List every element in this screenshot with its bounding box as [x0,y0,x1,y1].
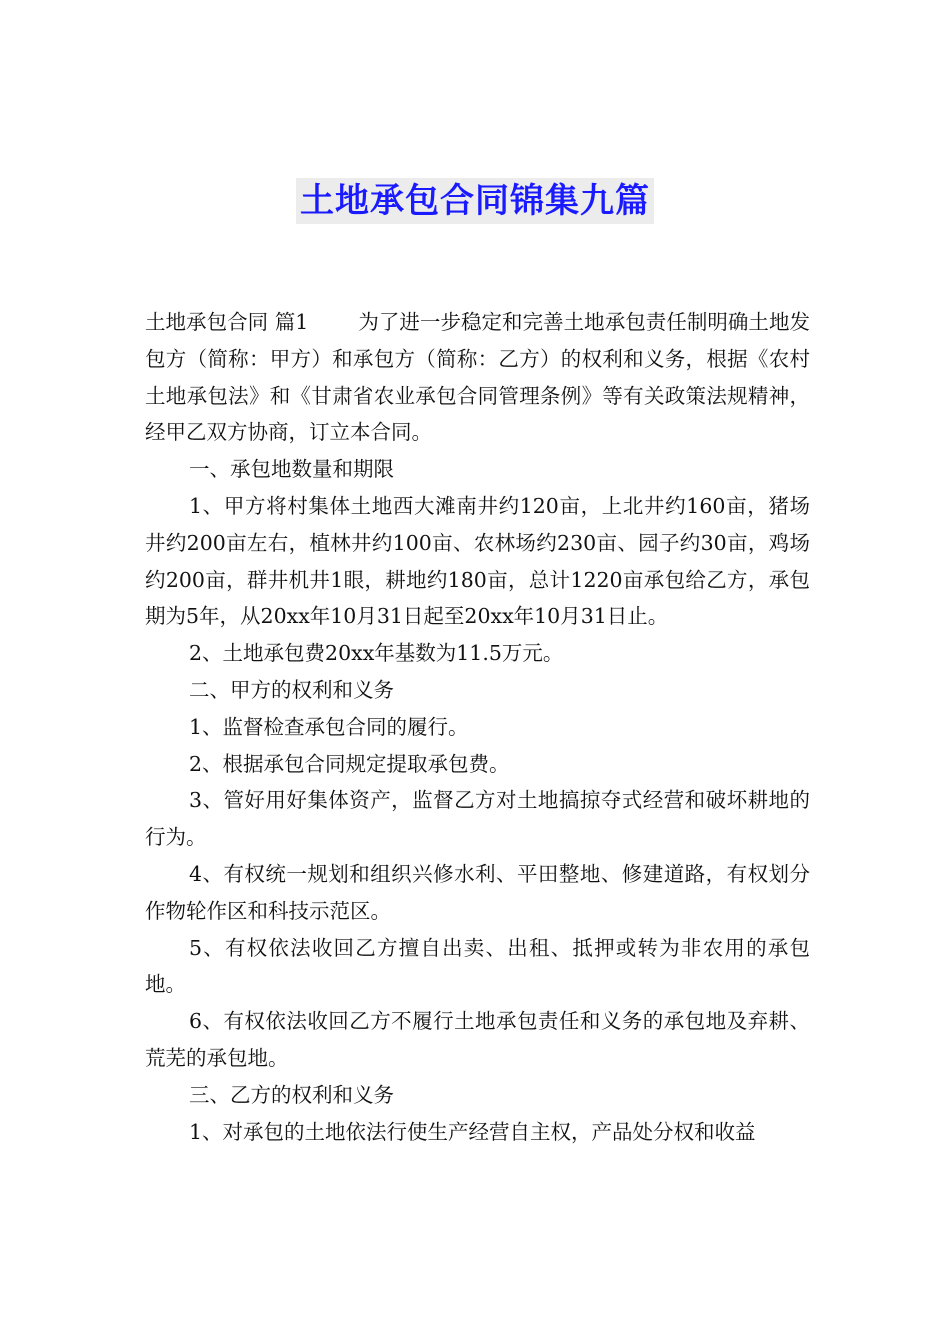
body-paragraph: 1、监督检查承包合同的履行。 [189,714,469,739]
body-paragraph: 3、管好用好集体资产，监督乙方对土地搞掠夺式经营和破坏耕地的行为。 [145,788,810,850]
intro-text: 为了进一步稳定和完善土地承包责任制明确土地发包方（简称：甲方）和承包方（简称：乙方）的权利和义务，根据《农村土地承包法》和《甘肃省农业承包合同管理条例》等有关政策法规精神，经甲乙双方协商，订立本合同。 [145,310,810,445]
body-paragraph: 5、有权依法收回乙方擅自出卖、出租、抵押或转为非农用的承包地。 [145,935,810,997]
body-paragraph: 1、甲方将村集体土地西大滩南井约120亩，上北井约160亩，猪场井约200亩左右，植林井约100亩、农林场约230亩、园子约30亩，鸡场约200亩，群井机井1眼，耕地约180亩，总计1220亩承包给乙方，承包期为5年，从20xx年10月31日起至20xx年10月31日止。 [145,493,810,629]
section-label: 土地承包合同 篇1 [145,310,309,334]
section-heading: 三、乙方的权利和义务 [189,1082,394,1107]
body-paragraph: 2、根据承包合同规定提取承包费。 [189,751,510,776]
section-heading: 二、甲方的权利和义务 [189,677,394,702]
body-paragraph: 2、土地承包费20xx年基数为11.5万元。 [189,641,564,666]
body-paragraph: 4、有权统一规划和组织兴修水利、平田整地、修建道路，有权划分作物轮作区和科技示范区。 [145,861,810,923]
title-container [0,178,950,224]
document-title: 土地承包合同锦集九篇 [296,178,654,224]
document-body [145,304,810,1150]
intro-paragraph [145,304,810,451]
section-heading: 一、承包地数量和期限 [189,457,394,482]
body-paragraph: 6、有权依法收回乙方不履行土地承包责任和义务的承包地及弃耕、荒芜的承包地。 [145,1009,810,1070]
body-paragraph: 1、对承包的土地依法行使生产经营自主权，产品处分权和收益 [189,1119,756,1144]
